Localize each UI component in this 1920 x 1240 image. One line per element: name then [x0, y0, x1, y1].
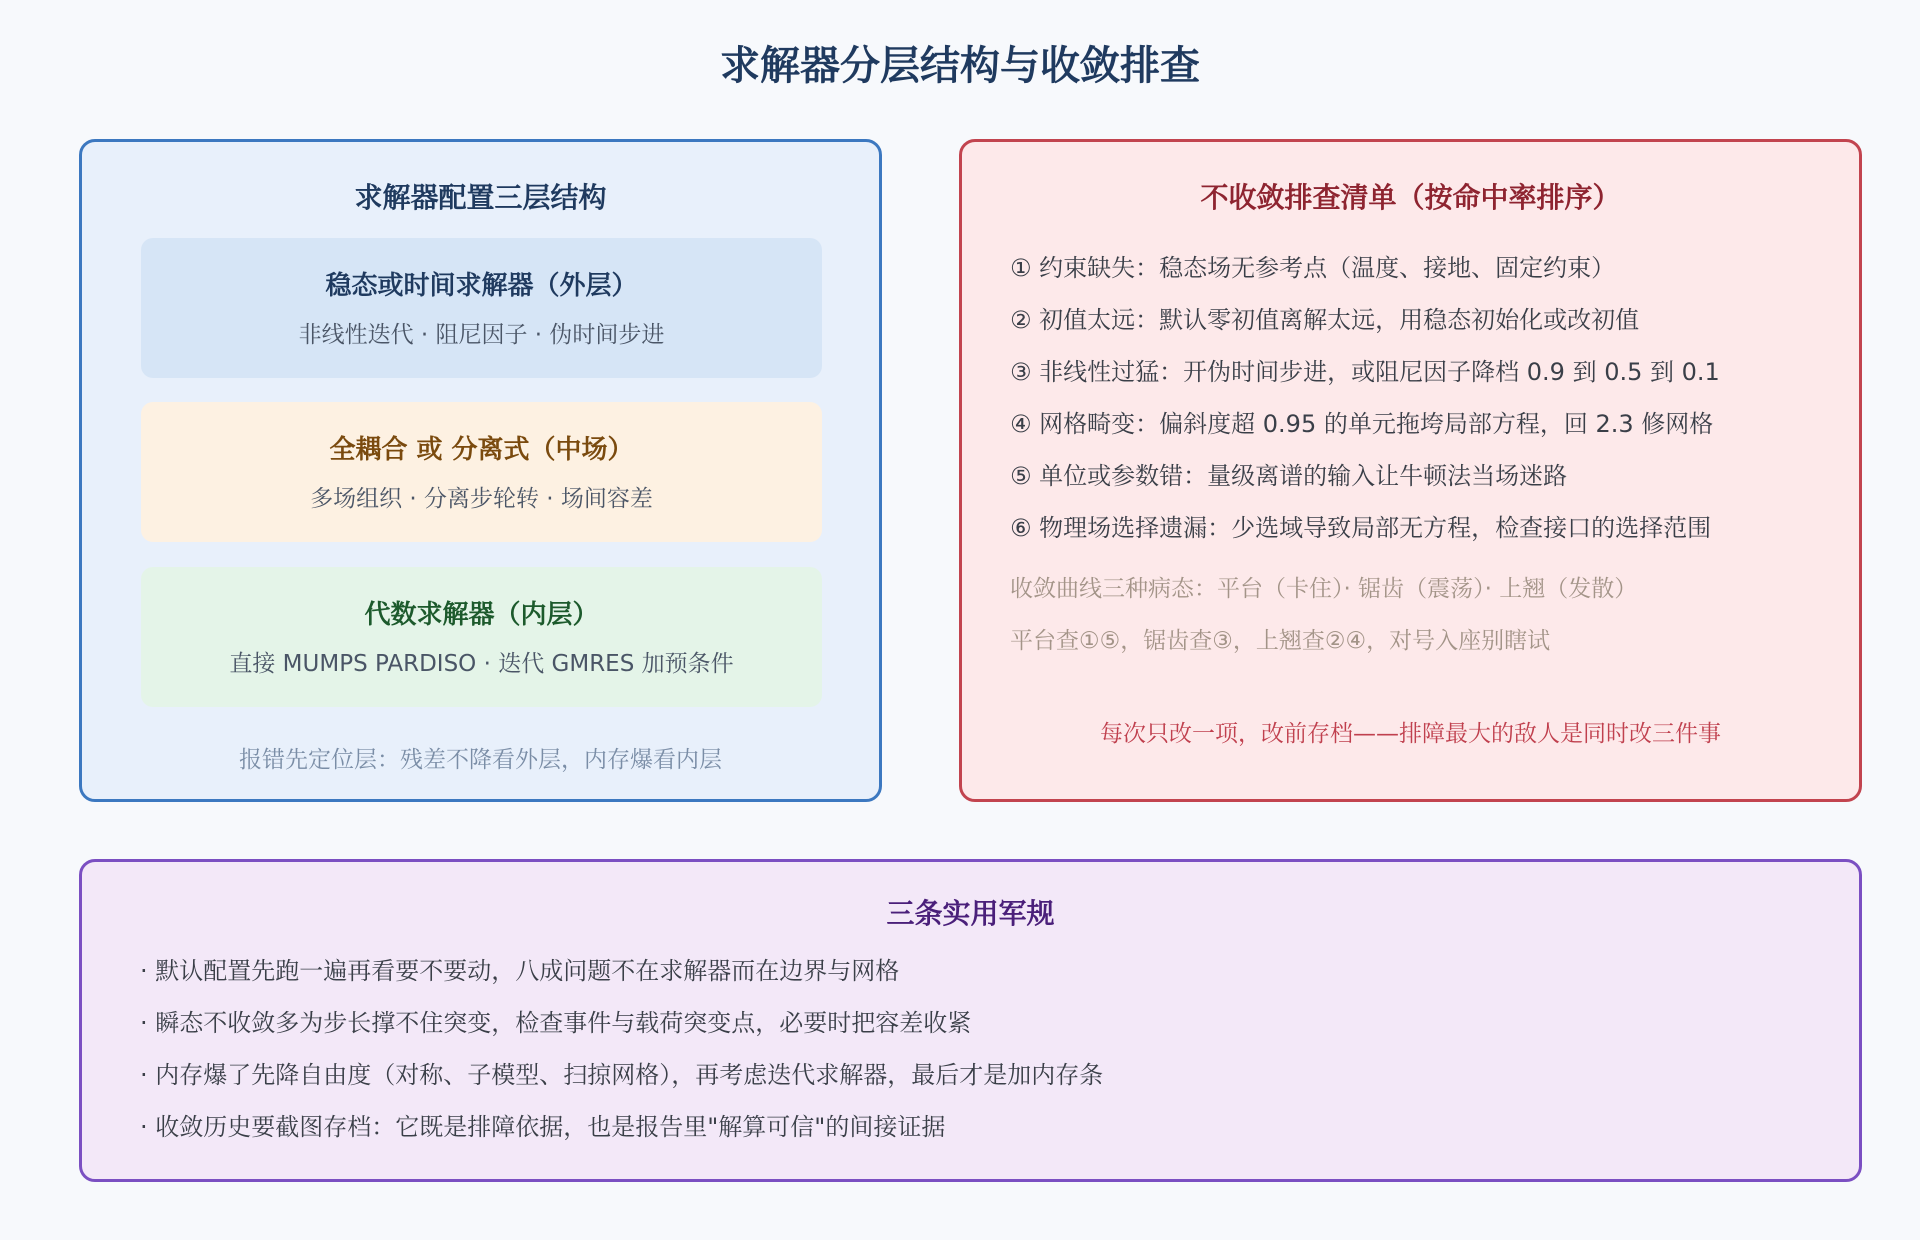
inner-layer-subtitle: 直接 MUMPS PARDISO · 迭代 GMRES 加预条件	[229, 651, 734, 677]
checklist-item: ④ 网格畸变：偏斜度超 0.95 的单元拖垮局部方程，回 2.3 修网格	[1010, 410, 1714, 438]
page-title: 求解器分层结构与收敛排查	[720, 43, 1200, 89]
one-change-warning: 每次只改一项，改前存档——排障最大的敌人是同时改三件事	[1100, 721, 1721, 747]
inner-layer-box	[141, 567, 822, 707]
outer-layer-subtitle: 非线性迭代 · 阻尼因子 · 伪时间步进	[298, 322, 665, 348]
symptom-mapping-line: 平台查①⑤，锯齿查③，上翘查②④，对号入座别瞎试	[1010, 628, 1551, 654]
rule-item: · 内存爆了先降自由度（对称、子模型、扫掠网格），再考虑迭代求解器，最后才是加内存条	[140, 1061, 1104, 1089]
convergence-symptoms-line: 收敛曲线三种病态：平台（卡住）· 锯齿（震荡）· 上翘（发散）	[1010, 576, 1638, 602]
middle-layer-box	[141, 402, 822, 542]
rule-item: · 瞬态不收敛多为步长撑不住突变，检查事件与载荷突变点，必要时把容差收紧	[140, 1009, 972, 1037]
layer-locating-note: 报错先定位层：残差不降看外层，内存爆看内层	[239, 747, 722, 773]
checklist-item: ③ 非线性过猛：开伪时间步进，或阻尼因子降档 0.9 到 0.5 到 0.1	[1010, 358, 1720, 386]
solver-structure-heading: 求解器配置三层结构	[354, 181, 607, 214]
practical-rules-panel	[79, 859, 1862, 1182]
outer-layer-box	[141, 238, 822, 378]
troubleshooting-heading: 不收敛排查清单（按命中率排序）	[1200, 181, 1621, 214]
inner-layer-title: 代数求解器（内层）	[364, 600, 599, 630]
checklist-item: ② 初值太远：默认零初值离解太远，用稳态初始化或改初值	[1010, 306, 1640, 334]
middle-layer-title: 全耦合 或 分离式（中场）	[329, 435, 634, 465]
checklist-item: ① 约束缺失：稳态场无参考点（温度、接地、固定约束）	[1010, 254, 1616, 282]
rule-item: · 默认配置先跑一遍再看要不要动，八成问题不在求解器而在边界与网格	[140, 957, 900, 985]
practical-rules-heading: 三条实用军规	[886, 897, 1055, 930]
rules-list	[140, 945, 1103, 1153]
troubleshooting-panel	[959, 139, 1862, 802]
solver-structure-panel	[79, 139, 882, 802]
checklist-item: ⑥ 物理场选择遗漏：少选域导致局部无方程，检查接口的选择范围	[1010, 514, 1712, 542]
outer-layer-title: 稳态或时间求解器（外层）	[325, 271, 638, 301]
rule-item: · 收敛历史要截图存档：它既是排障依据，也是报告里"解算可信"的间接证据	[140, 1113, 946, 1141]
middle-layer-subtitle: 多场组织 · 分离步轮转 · 场间容差	[310, 486, 653, 512]
checklist	[1010, 242, 1720, 554]
checklist-item: ⑤ 单位或参数错：量级离谱的输入让牛顿法当场迷路	[1010, 462, 1568, 490]
